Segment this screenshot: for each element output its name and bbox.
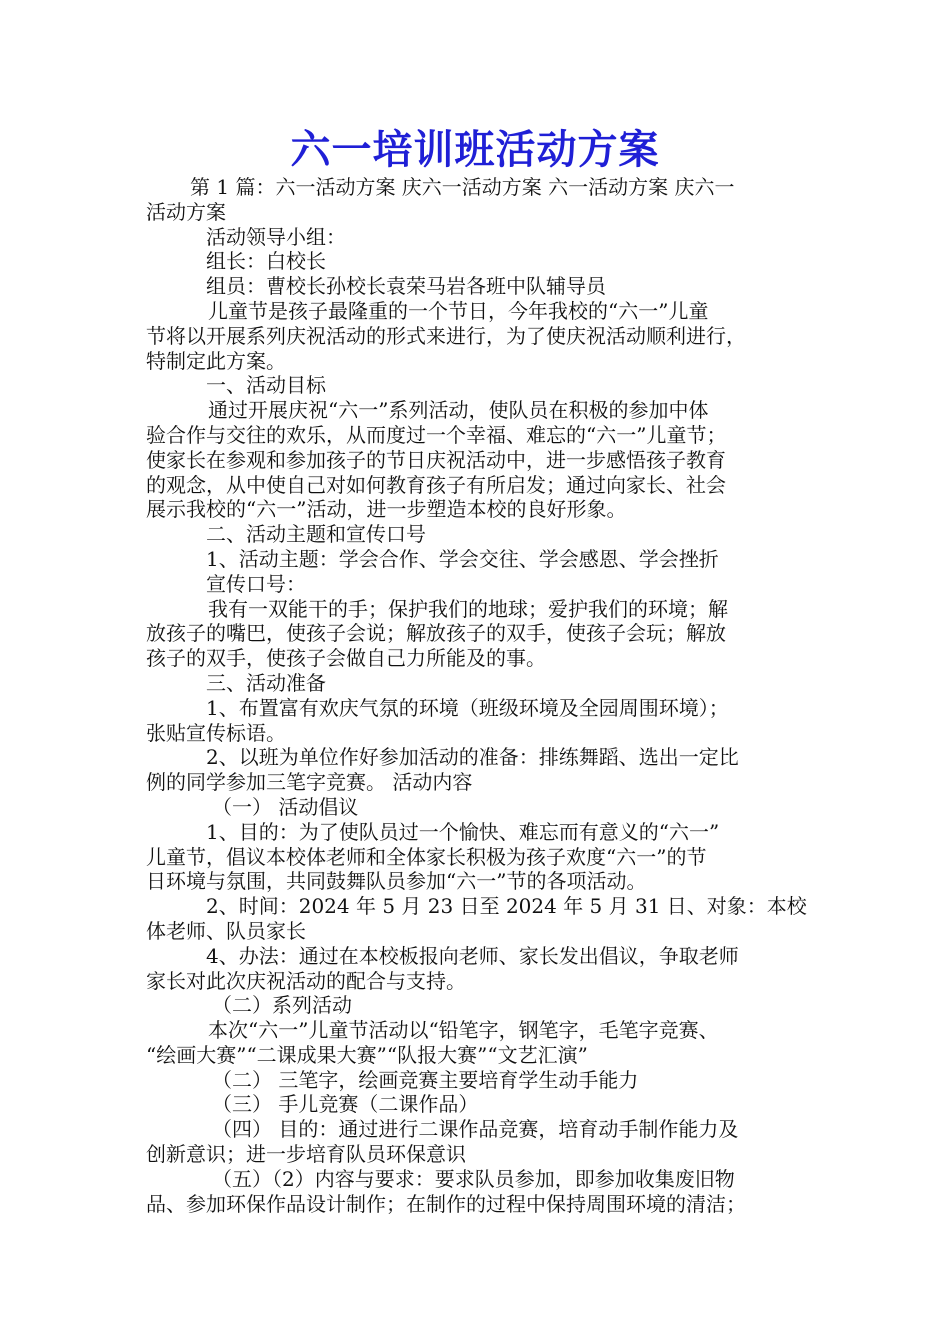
text-line: （三） 手儿竞赛（二课作品） <box>212 1092 479 1117</box>
text-line: 验合作与交往的欢乐，从而度过一个幸福、难忘的“六一”儿童节； <box>146 422 727 447</box>
text-line: 体老师、队员家长 <box>146 918 306 943</box>
text-line: 三、活动准备 <box>206 670 326 695</box>
text-line: 展示我校的“六一”活动，进一步塑造本校的良好形象。 <box>146 497 627 522</box>
text-line: 2、时间：2024 年 5 月 23 日至 2024 年 5 月 31 日、对象：本校 <box>206 894 807 919</box>
text-line: （二）系列活动 <box>212 993 352 1018</box>
text-line: （五）（2）内容与要求：要求队员参加，即参加收集废旧物 <box>212 1166 735 1191</box>
text-line: 2、以班为单位作好参加活动的准备：排练舞蹈、选出一定比 <box>206 745 739 770</box>
text-line: 张贴宣传标语。 <box>146 720 286 745</box>
text-line: 日环境与氛围，共同鼓舞队员参加“六一”节的各项活动。 <box>146 869 647 894</box>
text-line: 1、目的：为了使队员过一个愉快、难忘而有意义的“六一” <box>206 819 720 844</box>
text-line: 节将以开展系列庆祝活动的形式来进行，为了使庆祝活动顺利进行， <box>146 323 746 348</box>
text-line: 我有一双能干的手；保护我们的地球；爱护我们的环境；解 <box>208 596 728 621</box>
text-line: 特制定此方案。 <box>146 348 286 373</box>
text-line: 家长对此次庆祝活动的配合与支持。 <box>146 968 466 993</box>
text-line: 的观念，从中使自己对如何教育孩子有所启发；通过向家长、社会 <box>146 472 726 497</box>
text-line: 二、活动主题和宣传口号 <box>206 522 426 547</box>
text-line: 活动领导小组： <box>206 224 346 249</box>
text-line: （四） 目的：通过进行二课作品竞赛，培育动手制作能力及 <box>212 1117 739 1142</box>
text-line: 使家长在参观和参加孩子的节日庆祝活动中，进一步感悟孩子教育 <box>146 447 726 472</box>
text-line: 儿童节，倡议本校体老师和全体家长积极为孩子欢度“六一”的节 <box>146 844 707 869</box>
text-line: 活动方案 <box>146 199 226 224</box>
text-line: 本次“六一”儿童节活动以“铅笔字，钢笔字，毛笔字竞赛、 <box>208 1018 719 1043</box>
text-line: 通过开展庆祝“六一”系列活动，使队员在积极的参加中体 <box>208 398 709 423</box>
text-line: （二） 三笔字，绘画竞赛主要培育学生动手能力 <box>212 1067 639 1092</box>
page-title: 六一培训班活动方案 <box>290 126 660 173</box>
text-line: 宣传口号： <box>206 571 306 596</box>
text-line: 品、参加环保作品设计制作；在制作的过程中保持周围环境的清洁； <box>146 1191 746 1216</box>
text-line: 一、活动目标 <box>206 373 326 398</box>
text-line: 例的同学参加三笔字竞赛。 活动内容 <box>146 770 473 795</box>
text-line: 1、布置富有欢庆气氛的环境（班级环境及全园周围环境）； <box>206 695 729 720</box>
text-line: 1、活动主题：学会合作、学会交往、学会感恩、学会挫折 <box>206 546 719 571</box>
text-line: “绘画大赛”“二课成果大赛”“队报大赛”“文艺汇演” <box>146 1042 588 1067</box>
text-line: 孩子的双手，使孩子会做自己力所能及的事。 <box>146 646 546 671</box>
text-line: 4、办法：通过在本校板报向老师、家长发出倡议，争取老师 <box>206 943 739 968</box>
text-line: 创新意识；进一步培育队员环保意识 <box>146 1142 466 1167</box>
text-line: （一） 活动倡议 <box>212 794 359 819</box>
text-line: 放孩子的嘴巴，使孩子会说；解放孩子的双手，使孩子会玩；解放 <box>146 621 726 646</box>
text-line: 组员：曹校长孙校长袁荣马岩各班中队辅导员 <box>206 274 606 299</box>
text-line: 组长：白校长 <box>206 249 326 274</box>
document-body <box>146 175 814 1216</box>
text-line: 第 1 篇：六一活动方案 庆六一活动方案 六一活动方案 庆六一 <box>190 175 735 199</box>
text-line: 儿童节是孩子最隆重的一个节日，今年我校的“六一”儿童 <box>208 298 709 323</box>
